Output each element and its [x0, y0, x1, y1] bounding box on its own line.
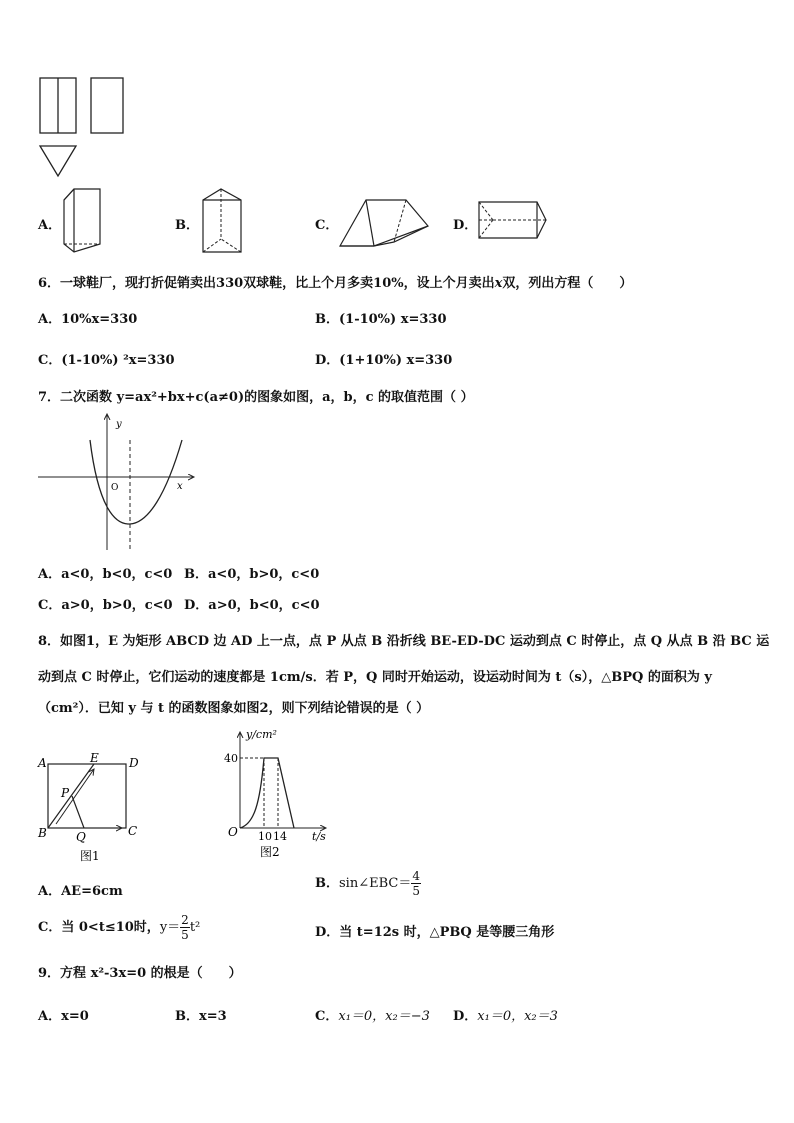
- q5-option-a-prism[interactable]: [62, 186, 107, 256]
- q8-stem-line2: 动到点 C 时停止，它们运动的速度都是 1cm/s．若 P，Q 同时开始运动，设运动时间为 t（s），△BPQ 的面积为 y: [38, 670, 712, 685]
- q5-option-b-prism[interactable]: [200, 186, 245, 258]
- fig2-x-axis-label: t/s: [312, 830, 326, 843]
- q9-stem: 9．方程 x²-3x=0 的根是（ ）: [38, 966, 242, 981]
- fig1-label-a: A: [38, 756, 47, 770]
- q5-option-a-label[interactable]: A．: [38, 218, 62, 233]
- q8-figure-1: [34, 752, 146, 864]
- q6-stem-end: 双，列出方程（ ）: [502, 276, 633, 291]
- q8-figure-2: [222, 724, 334, 866]
- q7-stem: 7．二次函数 y=ax²+bx+c(a≠0)的图象如图，a，b，c 的取值范围（ ）: [38, 390, 474, 405]
- q7-graph-origin: O: [111, 483, 119, 493]
- fig2-caption: 图2: [260, 845, 280, 859]
- q8-stem-line3: （cm²）．已知 y 与 t 的函数图象如图2，则下列结论错误的是（ ）: [38, 701, 430, 716]
- q6-option-a[interactable]: A．10%x=330: [38, 312, 138, 327]
- q9-option-a[interactable]: A．x=0: [38, 1009, 89, 1024]
- q7-option-d[interactable]: D．a>0，b<0，c<0: [184, 598, 320, 613]
- q5-option-c-prism[interactable]: [336, 194, 431, 250]
- fig1-label-d: D: [129, 756, 139, 770]
- fig2-x-tick-10: 10: [258, 830, 272, 843]
- three-view-figure: [36, 74, 128, 180]
- fig1-label-b: B: [38, 826, 47, 840]
- q6-option-d[interactable]: D．(1+10%) x=330: [315, 353, 453, 368]
- fig1-label-q: Q: [76, 830, 86, 844]
- q6-option-c[interactable]: C．(1-10%) ²x=330: [38, 353, 175, 368]
- fig1-label-e: E: [90, 752, 99, 765]
- q5-option-b-label[interactable]: B．: [175, 218, 199, 233]
- q7-parabola-graph: [36, 410, 200, 554]
- q7-option-a[interactable]: A．a<0，b<0，c<0: [38, 567, 173, 582]
- q9-option-b[interactable]: B．x=3: [175, 1009, 227, 1024]
- q6-variable: x: [494, 276, 503, 291]
- q8-option-b-fraction: $\frac{4}{5}$: [412, 869, 420, 898]
- q5-option-d-prism[interactable]: [475, 198, 549, 242]
- q6-stem: [38, 272, 632, 291]
- q5-option-d-label[interactable]: D．: [453, 218, 478, 233]
- fig1-label-c: C: [128, 824, 138, 838]
- q8-option-a[interactable]: A．AE=6cm: [38, 884, 123, 899]
- fig2-origin: O: [228, 825, 238, 839]
- q8-option-c[interactable]: C．当 0<t≤10时，y＝ $\frac{2}{5}$ t²: [38, 913, 201, 942]
- fig2-y-axis-label: y/cm²: [246, 728, 277, 741]
- q7-option-b[interactable]: B．a<0，b>0，c<0: [184, 567, 320, 582]
- q7-graph-x-label: x: [177, 481, 183, 492]
- q6-stem-text: 6．一球鞋厂，现打折促销卖出330双球鞋，比上个月多卖10%，设上个月卖出: [38, 276, 495, 291]
- q6-option-b[interactable]: B．(1-10%) x=330: [315, 312, 447, 327]
- q9-option-c[interactable]: C．x₁＝0，x₂＝−3: [315, 1009, 430, 1024]
- q8-option-c-fraction: $\frac{2}{5}$: [181, 913, 189, 942]
- fig1-caption: 图1: [80, 849, 100, 863]
- fig1-label-p: P: [61, 786, 70, 800]
- q9-option-d[interactable]: D．x₁＝0，x₂＝3: [453, 1009, 558, 1024]
- q8-option-d[interactable]: D．当 t=12s 时，△PBQ 是等腰三角形: [315, 925, 555, 940]
- q7-graph-y-label: y: [116, 419, 122, 430]
- q7-option-c[interactable]: C．a>0，b>0，c<0: [38, 598, 173, 613]
- fig2-x-tick-14: 14: [273, 830, 287, 843]
- q8-stem-line1: 8．如图1，E 为矩形 ABCD 边 AD 上一点，点 P 从点 B 沿折线 BE-ED-DC 运动到点 C 时停止，点 Q 从点 B 沿 BC 运: [38, 634, 770, 649]
- q8-option-b[interactable]: B．sin∠EBC＝ $\frac{4}{5}$: [315, 869, 420, 898]
- fig2-y-tick-40: 40: [224, 752, 238, 765]
- q5-option-c-label[interactable]: C．: [315, 218, 339, 233]
